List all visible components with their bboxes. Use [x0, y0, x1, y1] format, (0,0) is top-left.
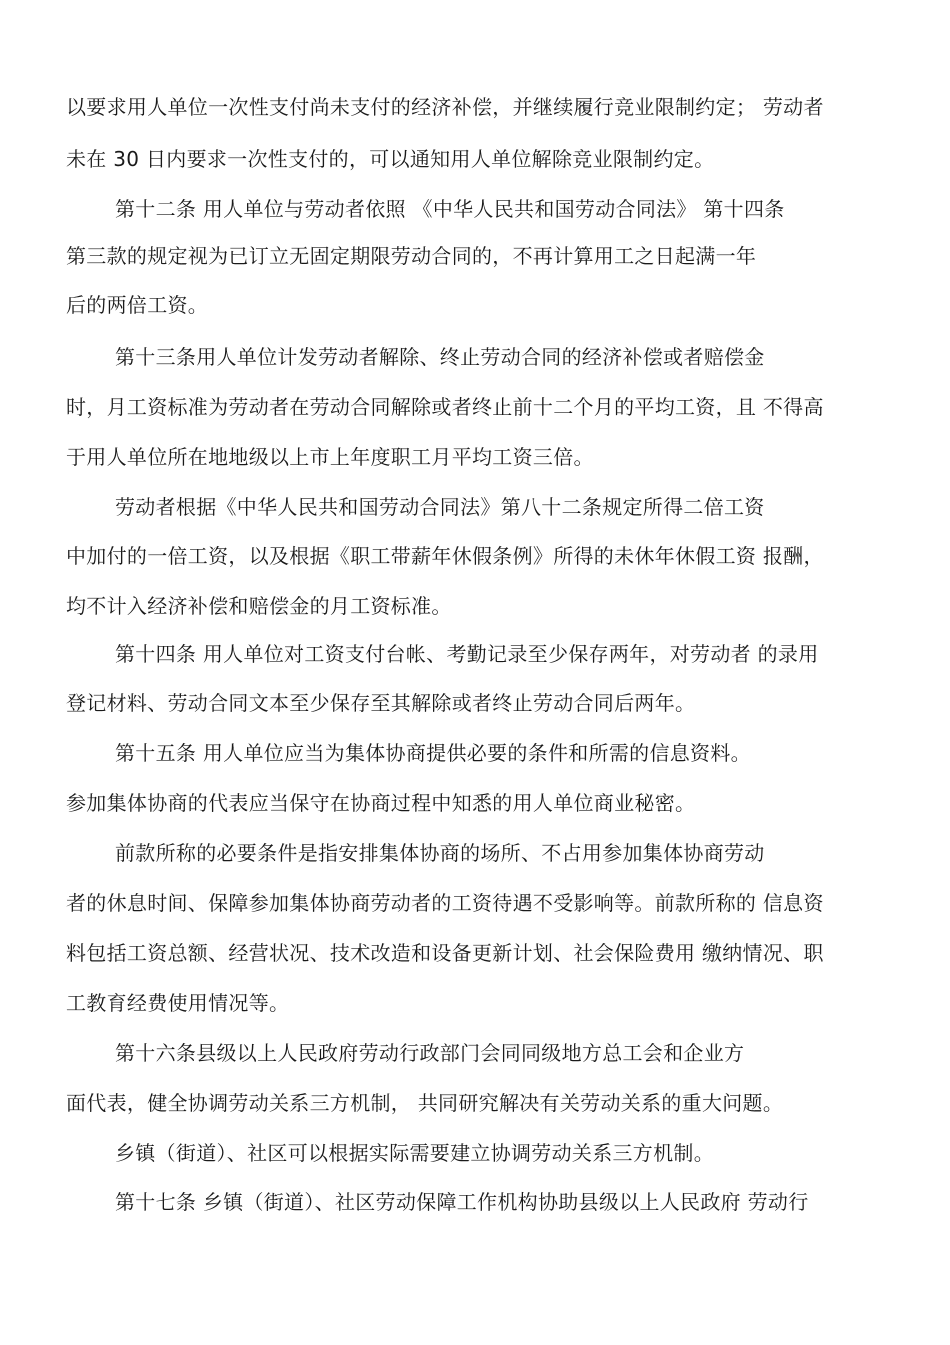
paragraph-start-line: 劳动者根据《中华人民共和国劳动合同法》第八十二条规定所得二倍工资 — [115, 495, 765, 519]
text-line: 面代表，健全协调劳动关系三方机制， 共同研究解决有关劳动关系的重大问题。 — [66, 1091, 784, 1115]
article-14-heading-line: 第十四条 用人单位对工资支付台帐、考勤记录至少保存两年，对劳动者 的录用 — [115, 642, 819, 666]
text-line: 时，月工资标准为劳动者在劳动合同解除或者终止前十二个月的平均工资，且 不得高 — [66, 395, 824, 419]
article-15-heading-line: 第十五条 用人单位应当为集体协商提供必要的条件和所需的信息资料。 — [115, 741, 751, 765]
article-16-heading-line: 第十六条县级以上人民政府劳动行政部门会同同级地方总工会和企业方 — [115, 1041, 745, 1065]
text-line: 工教育经费使用情况等。 — [66, 991, 290, 1015]
paragraph-start-line: 乡镇（街道）、社区可以根据实际需要建立协调劳动关系三方机制。 — [115, 1141, 714, 1165]
paragraph-start-line: 前款所称的必要条件是指安排集体协商的场所、不占用参加集体协商劳动 — [115, 841, 765, 865]
text-line: 以要求用人单位一次性支付尚未支付的经济补偿，并继续履行竞业限制约定； 劳动者 — [66, 95, 824, 119]
text-line: 第三款的规定视为已订立无固定期限劳动合同的，不再计算用工之日起满一年 — [66, 244, 757, 268]
article-17-heading-line: 第十七条 乡镇（街道）、社区劳动保障工作机构协助县级以上人民政府 劳动行 — [115, 1190, 809, 1214]
text-line: 均不计入经济补偿和赔偿金的月工资标准。 — [66, 594, 452, 618]
text-line: 参加集体协商的代表应当保守在协商过程中知悉的用人单位商业秘密。 — [66, 791, 696, 815]
article-12-heading-line: 第十二条 用人单位与劳动者依照 《中华人民共和国劳动合同法》 第十四条 — [115, 197, 785, 221]
text-line: 料包括工资总额、经营状况、技术改造和设备更新计划、社会保险费用 缴纳情况、职 — [66, 941, 824, 965]
text-line: 登记材料、劳动合同文本至少保存至其解除或者终止劳动合同后两年。 — [66, 691, 696, 715]
text-line: 于用人单位所在地地级以上市上年度职工月平均工资三倍。 — [66, 445, 594, 469]
text-line: 未在 30 日内要求一次性支付的，可以通知用人单位解除竞业限制约定。 — [66, 147, 715, 171]
text-line: 后的两倍工资。 — [66, 293, 209, 317]
article-13-heading-line: 第十三条用人单位计发劳动者解除、终止劳动合同的经济补偿或者赔偿金 — [115, 345, 765, 369]
text-line: 中加付的一倍工资，以及根据《职工带薪年休假条例》所得的未休年休假工资 报酬， — [66, 544, 824, 568]
text-line: 者的休息时间、保障参加集体协商劳动者的工资待遇不受影响等。前款所称的 信息资 — [66, 891, 824, 915]
